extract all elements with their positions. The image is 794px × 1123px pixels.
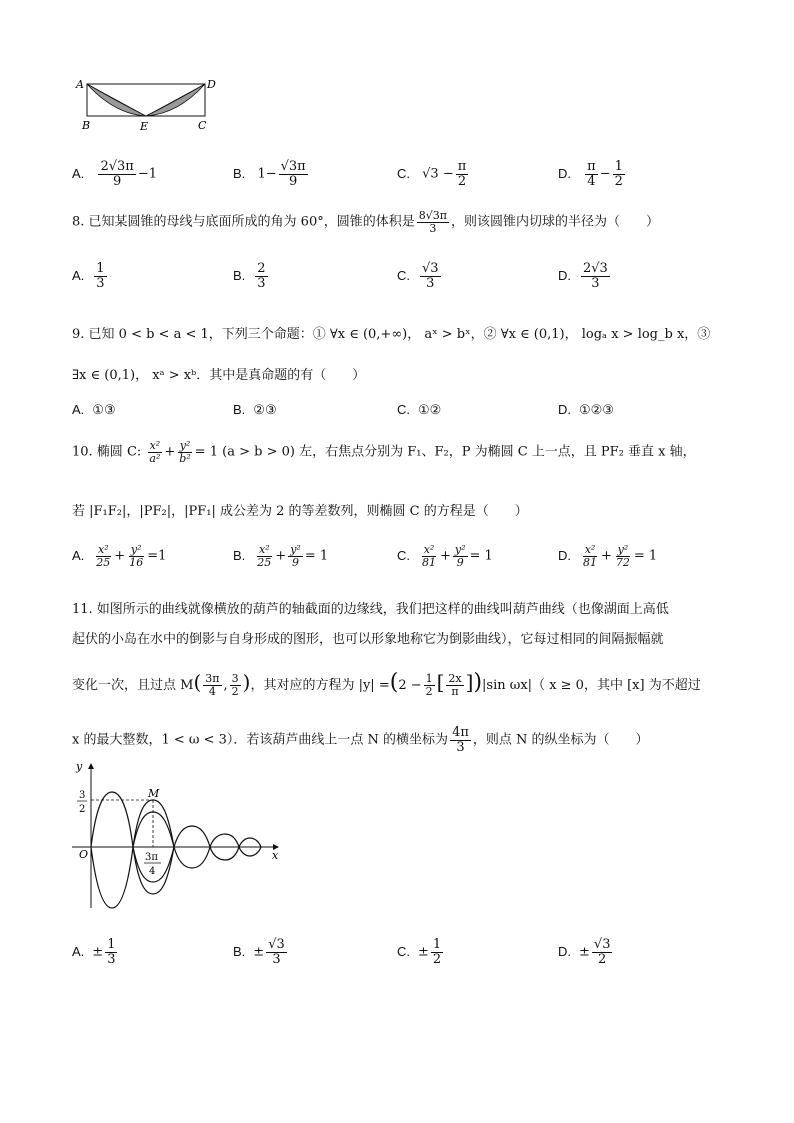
- q10-option-c[interactable]: C. $\frac{\text{x²}}{81}$ + $\frac{\text{y²}}{9}$ = 1: [397, 543, 493, 569]
- y-tick-num: 3: [79, 790, 86, 801]
- y-axis-label: y: [76, 760, 83, 773]
- q7-option-a[interactable]: A. $\frac{2√3\pi}{9}$ −1: [72, 159, 157, 189]
- q8-option-a[interactable]: A. $\frac{1}{3}$: [72, 261, 105, 291]
- q9-option-c[interactable]: C. ①②: [397, 402, 442, 418]
- origin-label: O: [79, 848, 89, 861]
- q9-option-a[interactable]: A. ①③: [72, 402, 116, 418]
- label-C: C: [198, 119, 207, 132]
- q9-stem-line2: ∃x ∈ (0,1)， xᵃ > xᵇ．其中是真命题的有（ ）: [72, 368, 366, 383]
- q11-option-b[interactable]: B. ± $\frac{√3}{3}$: [233, 937, 285, 967]
- q9-option-b[interactable]: B. ②③: [233, 402, 277, 418]
- x-tick-den: 4: [149, 866, 156, 877]
- q8-option-b[interactable]: B. $\frac{2}{3}$: [233, 261, 266, 291]
- q11-stem-line2: 起伏的小岛在水中的倒影与自身形成的图形，也可以形象地称它为倒影曲线），它每过相同的间隔振幅就: [72, 632, 664, 647]
- x-tick-num: 3π: [145, 852, 158, 863]
- gourd-curve-graph: [68, 758, 293, 918]
- q10-stem-line2: 若 |F₁F₂|，|PF₂|，|PF₁| 成公差为 2 的等差数列，则椭圆 C 的方程是（ ）: [72, 504, 528, 519]
- label-E: E: [140, 120, 149, 133]
- q11-option-d[interactable]: D. ± $\frac{√3}{2}$: [558, 937, 611, 967]
- q11-stem-line3: 变化一次，且过点 M( $\frac{3\pi}{4}$ , $\frac{3}{2}$ )，其对应的方程为 |y| =(2 − $\frac{1}{2}$ [ $\frac{2x}{\pi}$ ])|sin ωx|（ x ≥ 0，其中 [x] 为不超过: [72, 670, 701, 698]
- q9-stem-line1: 9. 已知 0 < b < a < 1，下列三个命题：① ∀x ∈ (0,+∞)， aˣ > bˣ，② ∀x ∈ (0,1)， logₐ x > log_b x，③: [72, 327, 711, 342]
- y-tick-den: 2: [79, 804, 86, 815]
- q10-option-b[interactable]: B. $\frac{\text{x²}}{25}$ + $\frac{\text{y²}}{9}$ = 1: [233, 543, 329, 569]
- q9-option-d[interactable]: D. ①②③: [558, 402, 614, 418]
- label-D: D: [207, 78, 216, 91]
- q7-option-d[interactable]: D. $\frac{\pi}{4}$ − $\frac{1}{2}$: [558, 159, 623, 189]
- q8-option-c[interactable]: C. $\frac{√3}{3}$: [397, 261, 439, 291]
- q10-stem-line1: 10. 椭圆 C: $\frac{\text{x²}}{\text{a²}}$ + $\frac{\text{y²}}{\text{b²}}$ = 1 (a > b > 0) 左，右焦点分别为 F₁、F₂，P 为椭圆 C 上一点，且 PF₂ 垂直 x 轴，: [72, 439, 696, 465]
- q11-stem-line4: x 的最大整数，1 < ω < 3）．若该葫芦曲线上一点 N 的横坐标为 $\frac{4\pi}{3}$ ，则点 N 的纵坐标为（ ）: [72, 725, 649, 755]
- x-axis-label: x: [272, 849, 279, 862]
- q7-option-b[interactable]: B. 1− $\frac{√3\pi}{9}$: [233, 159, 306, 189]
- q11-option-a[interactable]: A. ± $\frac{1}{3}$: [72, 937, 116, 967]
- q10-option-d[interactable]: D. $\frac{\text{x²}}{81}$ + $\frac{\text{y²}}{72}$ = 1: [558, 543, 658, 569]
- q11-stem-line1: 11. 如图所示的曲线就像横放的葫芦的轴截面的边缘线，我们把这样的曲线叫葫芦曲线（也像湖面上高低: [72, 602, 669, 617]
- curve-lower: [91, 847, 261, 908]
- point-m-label: M: [148, 787, 160, 800]
- q7-option-c[interactable]: C. √3 − $\frac{\pi}{2}$: [397, 159, 467, 189]
- label-A: A: [76, 78, 84, 91]
- rectangle-figure: [70, 76, 220, 136]
- q10-option-a[interactable]: A. $\frac{\text{x²}}{25}$ + $\frac{\text{y²}}{16}$ =1: [72, 543, 167, 569]
- curve-cross-upper: [91, 847, 133, 908]
- q8-option-d[interactable]: D. $\frac{2√3}{3}$: [558, 261, 608, 291]
- q11-option-c[interactable]: C. ± $\frac{1}{2}$: [397, 937, 442, 967]
- label-B: B: [82, 119, 91, 132]
- q8-stem: 8. 已知某圆锥的母线与底面所成的角为 60°，圆锥的体积是 $\frac{8√3\pi}{3}$ ，则该圆锥内切球的半径为（ ）: [72, 209, 659, 235]
